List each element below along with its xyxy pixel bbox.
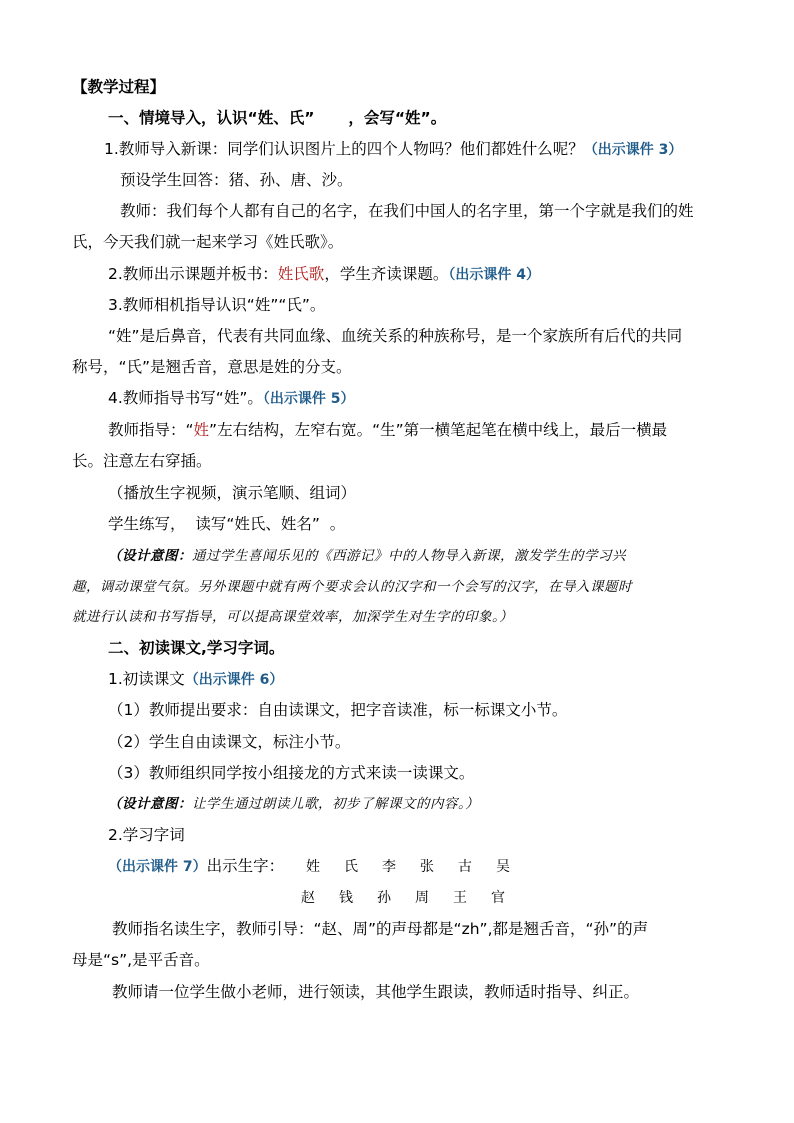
- char: 吴: [496, 859, 510, 875]
- char: 古: [458, 859, 472, 875]
- lesson-title-red: 姓氏歌: [277, 265, 325, 283]
- design-intent-label: （设计意图：: [108, 796, 192, 812]
- design-intent-line: 就进行认读和书写指导，可以提高课堂效率，加深学生对生字的印象。）: [72, 609, 514, 625]
- paragraph: 长。注意左右穿插。: [72, 452, 212, 470]
- courseware-tag: （出示课件 3）: [583, 142, 683, 158]
- paragraph: （1）教师提出要求：自由读课文，把字音读准，标一标课文小节。: [108, 701, 568, 719]
- paragraph: 学生练写， 读写“姓氏、姓名” 。: [108, 515, 346, 533]
- paragraph: [108, 387, 354, 410]
- char: 孙: [377, 890, 391, 906]
- paragraph: 教师指名读生字，教师引导：“赵、周”的声母都是“zh”,都是翘舌音，“孙”的声: [112, 920, 649, 938]
- design-intent: [108, 793, 479, 815]
- paragraph: [108, 263, 540, 286]
- highlight-char: 姓: [193, 421, 210, 439]
- courseware-tag: （出示课件 6）: [184, 672, 284, 688]
- paragraph-text: 1.教师导入新课：同学们认识图片上的四个人物吗？他们都姓什么呢？: [104, 140, 584, 158]
- paragraph: “姓”是后鼻音，代表有共同血缘、血统关系的种族称号，是一个家族所有后代的共同: [108, 327, 683, 345]
- char-row-1: [294, 855, 522, 878]
- paragraph: 预设学生回答：猪、孙、唐、沙。: [120, 171, 353, 189]
- paragraph: 氏，今天我们就一起来学习《姓氏歌》。: [72, 233, 344, 251]
- section-1-heading: [108, 107, 446, 129]
- heading-part-a: 一、情境导入，认识“姓、氏”: [108, 109, 315, 127]
- courseware-tag: （出示课件 7）: [108, 859, 207, 875]
- char: 钱: [339, 890, 353, 906]
- paragraph-text: ”左右结构，左窄右宽。“生”第一横笔起笔在横中线上，最后一横最: [209, 421, 668, 439]
- paragraph-text: 1.初读课文: [108, 670, 185, 688]
- paragraph: [108, 668, 283, 691]
- design-intent-text: 让学生通过朗读儿歌，初步了解课文的内容。）: [192, 796, 480, 812]
- char: 赵: [301, 890, 315, 906]
- paragraph: （播放生字视频，演示笔顺、组词）: [108, 484, 357, 502]
- paragraph: （2）学生自由读课文，标注小节。: [108, 733, 351, 751]
- section-title: 【教学过程】: [72, 78, 166, 96]
- paragraph: 教师请一位学生做小老师，进行领读，其他学生跟读，教师适时指导、纠正。: [112, 983, 640, 1001]
- char: 王: [453, 890, 467, 906]
- design-intent-text: 通过学生喜闻乐见的《西游记》中的人物导入新课，激发学生的学习兴: [192, 548, 626, 564]
- char: 氏: [344, 859, 358, 875]
- design-intent-label: （设计意图：: [108, 548, 192, 564]
- design-intent-line: 趣，调动课堂气氛。另外课题中就有两个要求会认的汉字和一个会写的汉字，在导入课题时: [72, 579, 632, 595]
- paragraph: 母是“s”,是平舌音。: [72, 951, 210, 969]
- paragraph-text: 教师指导：“: [108, 421, 194, 439]
- paragraph: [108, 419, 667, 441]
- paragraph-text: 4.教师指导书写“姓”。: [108, 389, 263, 407]
- paragraph-text: ，学生齐读课题。: [324, 265, 449, 283]
- char-row-2: [289, 886, 517, 909]
- paragraph: [108, 855, 284, 878]
- section-2-heading: 二、初读课文,学习字词。: [108, 639, 285, 657]
- char: 官: [491, 890, 505, 906]
- paragraph: [104, 138, 682, 161]
- courseware-tag: （出示课件 4）: [448, 267, 540, 283]
- paragraph: （3）教师组织同学按小组接龙的方式来读一读课文。: [108, 764, 475, 782]
- heading-part-b: ，会写“姓”。: [348, 109, 447, 127]
- char: 李: [382, 859, 396, 875]
- paragraph: 称号，“氏”是翘舌音，意思是姓的分支。: [72, 358, 352, 376]
- paragraph-text: 出示生字：: [206, 857, 285, 875]
- char: 周: [415, 890, 429, 906]
- paragraph: 2.学习字词: [108, 826, 185, 844]
- char: 姓: [306, 859, 320, 875]
- courseware-tag: （出示课件 5）: [262, 391, 355, 407]
- paragraph: 3.教师相机指导认识“姓”“氏”。: [108, 296, 326, 314]
- char: 张: [420, 859, 434, 875]
- design-intent: [108, 545, 626, 567]
- paragraph-text: 2.教师出示课题并板书：: [108, 265, 278, 283]
- paragraph: 教师：我们每个人都有自己的名字，在我们中国人的名字里，第一个字就是我们的姓: [120, 202, 694, 220]
